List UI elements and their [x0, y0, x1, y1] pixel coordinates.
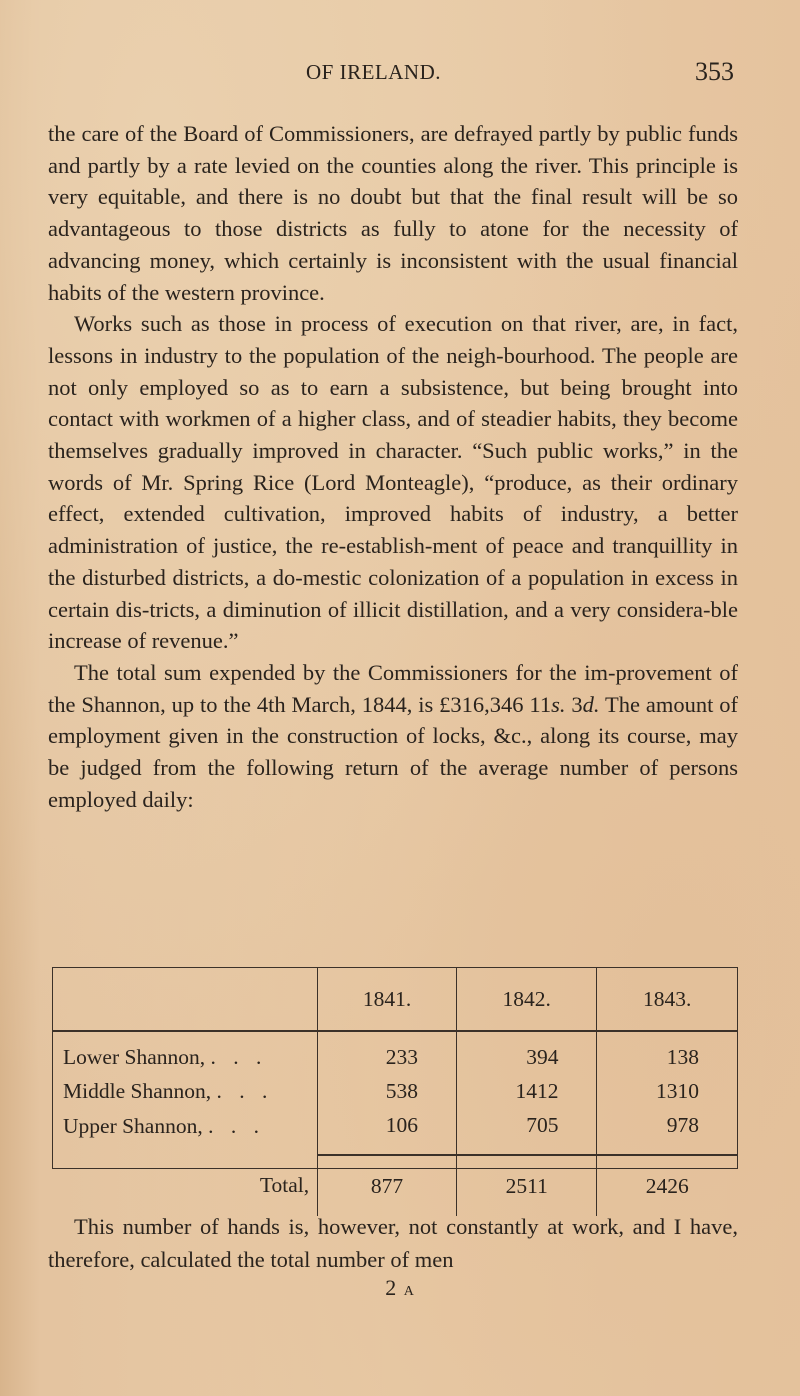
- header-blank-cell: [53, 968, 318, 1031]
- total-cell: 877: [318, 1155, 457, 1216]
- leader-dots: . . .: [210, 1045, 268, 1069]
- paragraph-total-sum: [48, 657, 738, 816]
- table-row: [53, 1108, 737, 1155]
- pence-number: 3: [565, 691, 583, 717]
- leader-dots: . . .: [216, 1079, 274, 1103]
- row-label: [53, 1031, 318, 1074]
- table-cell: 705: [456, 1108, 596, 1155]
- sum-text-after: The amount of employment given in the construction of locks, &c., along its course, may be judged from the following return of the average number of persons employed daily:: [48, 691, 739, 812]
- table-cell: 394: [456, 1031, 596, 1074]
- pence-abbrev: d.: [582, 691, 600, 717]
- total-cell: 2426: [597, 1155, 737, 1216]
- signature-number: 2: [385, 1275, 398, 1300]
- year-header: 1842.: [456, 968, 596, 1031]
- signature-mark: [0, 1275, 800, 1301]
- body-text: [48, 118, 738, 815]
- year-header: 1843.: [597, 968, 737, 1031]
- row-label: [53, 1074, 318, 1108]
- leader-dots: . . .: [208, 1113, 265, 1138]
- table-row: [53, 1074, 737, 1108]
- paragraph-hands: This number of hands is, however, not constantly at work, and I have, therefore, calculated the total number of men: [48, 1214, 738, 1272]
- table-total-row: [53, 1155, 737, 1216]
- shillings-abbrev: s.: [551, 691, 566, 717]
- table-cell: 1412: [456, 1074, 596, 1108]
- table-cell: 1310: [597, 1074, 737, 1108]
- row-label: [53, 1108, 318, 1155]
- page-header: [48, 57, 738, 90]
- row-label-text: Lower Shannon,: [63, 1045, 206, 1069]
- total-cell: 2511: [456, 1155, 596, 1216]
- closing-text: [48, 1210, 738, 1276]
- sum-text-before: The total sum expended by the Commissioners for the im-provement of the Shannon, up to the 4th March, 1844, is £316,346 11: [48, 659, 738, 717]
- table-cell: 538: [318, 1074, 457, 1108]
- paragraph-funding: the care of the Board of Commissioners, are defrayed partly by public funds and partly by a rate levied on the counties along the river. This principle is very equitable, and there is no doubt but that the final result will be so advantageous to those districts as fully to atone for the necessity of advancing money, which certainly is inconsistent with the usual financial habits of the western province.: [48, 121, 738, 305]
- table-cell: 138: [597, 1031, 737, 1074]
- row-label-text: Middle Shannon,: [63, 1079, 212, 1103]
- row-label-text: Upper Shannon,: [63, 1113, 203, 1138]
- page-number: 353: [695, 57, 734, 86]
- table-cell: 978: [597, 1108, 737, 1155]
- employment-table: [52, 967, 738, 1198]
- paragraph-public-works: Works such as those in process of execution on that river, are, in fact, lessons in industry to the population of the neigh-bourhood. The people are not only employed so as to earn a subsistence, but being brought into contact with workmen of a higher class, and of steadier habits, they become themselves gradually improved in character. “Such public works,” in the words of Mr. Spring Rice (Lord Monteagle), “produce, as their ordinary effect, extended cultivation, improved habits of industry, a better administration of justice, the re-establish-ment of peace and tranquillity in the disturbed districts, a do-mestic colonization of a population in excess in certain dis-tricts, a diminution of illicit distillation, and a very considera-ble increase of revenue.”: [48, 311, 738, 654]
- table-cell: 106: [318, 1108, 457, 1155]
- signature-letter: A: [403, 1284, 415, 1299]
- table-row: [53, 1031, 737, 1074]
- table-cell: 233: [318, 1031, 457, 1074]
- year-header: 1841.: [318, 968, 457, 1031]
- table-header-row: [53, 968, 737, 1031]
- total-label: Total,: [259, 1173, 310, 1197]
- running-title: OF IRELAND.: [306, 60, 441, 84]
